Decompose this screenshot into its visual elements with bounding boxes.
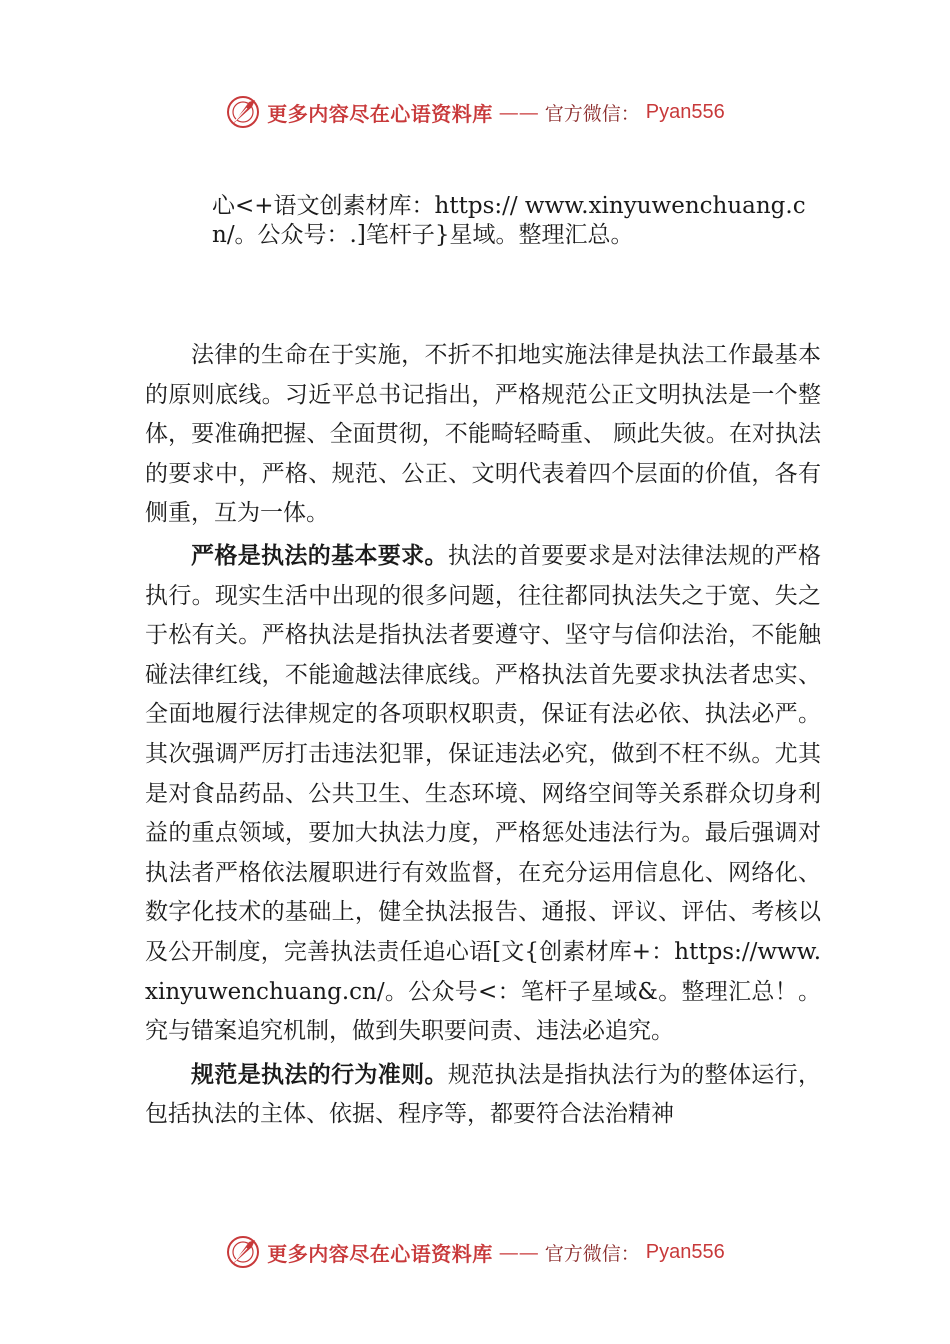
paragraph — [145, 537, 821, 1052]
banner-dash: —— — [498, 1240, 539, 1264]
footer-banner — [0, 1230, 950, 1274]
header-banner — [0, 90, 950, 134]
paragraph-lead: 严格是执法的基本要求。 — [191, 542, 448, 569]
paragraph — [145, 1056, 821, 1135]
paragraph-text: 执法的首要要求是对法律法规的严格执行。现实生活中出现的很多问题，往往都同执法失之于宽、失之于松有关。严格执法是指执法者要遵守、坚守与信仰法治，不能触碰法律红线，不能逾越法律底线。严格执法首先要求执法者忠实、全面地履行法律规定的各项职权职责，保证有法必依、执法必严。其次强调严厉打击违法犯罪，保证违法必究，做到不枉不纵。尤其是对食品药品、公共卫生、生态环境、网络空间等关系群众切身利益的重点领域，要加大执法力度，严格惩处违法行为。最后强调对执法者严格依法履职进行有效监督，在充分运用信息化、网络化、数字化技术的基础上，健全执法报告、通报、评议、评估、考核以及公开制度，完善执法责任追心语[文{创素材库+：https://www.xinyuwenchuang.cn/。公众号<：笔杆子星域&。整理汇总！。究与错案追究机制，做到失职要问责、违法必追究。 — [145, 542, 822, 1045]
quill-logo-icon — [225, 94, 261, 130]
banner-dash: —— — [498, 100, 539, 124]
banner-wechat-id: Pyan556 — [645, 1240, 725, 1263]
banner-title: 更多内容尽在心语资料库 — [267, 1241, 493, 1266]
paragraph-text: 规范执法是指执法行为的整体运行，包括执法的主体、依据、程序等，都要符合法治精神 — [145, 1061, 822, 1128]
paragraph-text: 法律的生命在于实施，不折不扣地实施法律是执法工作最基本的原则底线。习近平总书记指出，严格规范公正文明执法是一个整体，要准确把握、全面贯彻，不能畸轻畸重、 顾此失彼。在对执法的要求中，严格、规范、公正、文明代表着四个层面的价值，各有侧重，互为一体。 — [145, 342, 821, 527]
banner-wechat-label: 官方微信： — [544, 1242, 640, 1265]
banner-title: 更多内容尽在心语资料库 — [267, 101, 493, 126]
inserted-watermark-note: 心<+语文创素材库：https:// www.xinyuwenchuang.cn/。公众号：.]笔杆子}星域。整理汇总。 — [212, 193, 806, 248]
banner-wechat-label: 官方微信： — [544, 102, 640, 125]
paragraph — [145, 336, 821, 534]
paragraph-lead: 规范是执法的行为准则。 — [191, 1061, 448, 1088]
quill-logo-icon — [225, 1234, 261, 1270]
article-body — [145, 336, 821, 1139]
banner-wechat-id: Pyan556 — [645, 100, 725, 123]
